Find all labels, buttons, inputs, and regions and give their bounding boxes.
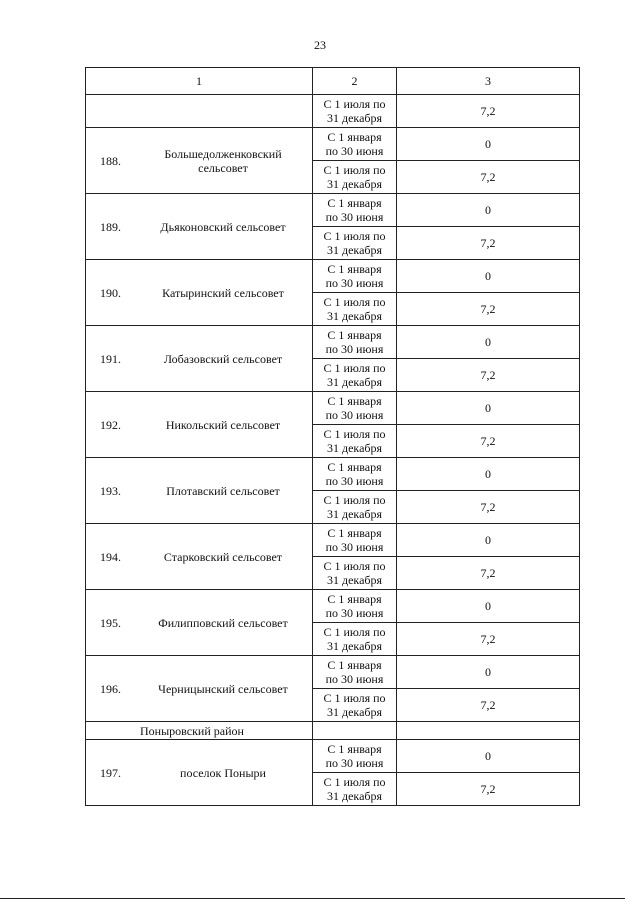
period-cell: С 1 июля по 31 декабря (313, 773, 397, 806)
header-row (86, 68, 580, 95)
entity-name: Дьяконовский сельсовет (160, 219, 286, 234)
period-cell: С 1 января по 30 июня (313, 260, 397, 293)
entity-name: Никольский сельсовет (165, 417, 281, 432)
entity-number: 191. (100, 351, 121, 366)
value-cell: 0 (397, 740, 580, 773)
bottom-rule (0, 898, 625, 899)
entity-name: Плотавский сельсовет (166, 483, 280, 498)
value-cell: 0 (397, 194, 580, 227)
value-cell: 7,2 (397, 491, 580, 524)
entity-cell (86, 260, 313, 326)
entity-cell (86, 458, 313, 524)
entity-name: Лобазовский сельсовет (163, 351, 283, 366)
entity-number: 190. (100, 285, 121, 300)
entity-name: поселок Поныри (180, 765, 266, 780)
value-cell: 0 (397, 392, 580, 425)
period-cell: С 1 июля по 31 декабря (313, 293, 397, 326)
table-row (86, 392, 580, 425)
table-row (86, 656, 580, 689)
entity-cell (86, 656, 313, 722)
period-cell: С 1 января по 30 июня (313, 326, 397, 359)
entity-number: 197. (100, 765, 121, 780)
header-col-2: 2 (313, 68, 397, 95)
entity-number: 193. (100, 483, 121, 498)
empty-cell (313, 722, 397, 740)
value-cell: 0 (397, 656, 580, 689)
period-cell: С 1 июля по 31 декабря (313, 95, 397, 128)
continuation-row (86, 95, 580, 128)
entity-name: Большедолженковский сельсовет (164, 146, 282, 175)
entity-cell (86, 128, 313, 194)
period-cell: С 1 января по 30 июня (313, 656, 397, 689)
period-cell: С 1 июля по 31 декабря (313, 359, 397, 392)
entity-cell (86, 524, 313, 590)
table-row (86, 740, 580, 773)
entity-cell (86, 740, 313, 806)
value-cell: 0 (397, 260, 580, 293)
value-cell: 0 (397, 326, 580, 359)
entity-number: 194. (100, 549, 121, 564)
entity-cell (86, 326, 313, 392)
entity-name: Черницынский сельсовет (158, 681, 288, 696)
value-cell: 0 (397, 458, 580, 491)
entity-number: 192. (100, 417, 121, 432)
period-cell: С 1 июля по 31 декабря (313, 227, 397, 260)
period-cell: С 1 января по 30 июня (313, 458, 397, 491)
value-cell: 7,2 (397, 359, 580, 392)
period-cell: С 1 июля по 31 декабря (313, 557, 397, 590)
table-row (86, 326, 580, 359)
value-cell: 7,2 (397, 293, 580, 326)
value-cell: 7,2 (397, 773, 580, 806)
value-cell: 7,2 (397, 161, 580, 194)
period-cell: С 1 июля по 31 декабря (313, 425, 397, 458)
value-cell: 0 (397, 590, 580, 623)
table-row (86, 458, 580, 491)
header-col-1: 1 (86, 68, 313, 95)
section-row (86, 722, 580, 740)
period-cell: С 1 января по 30 июня (313, 194, 397, 227)
period-cell: С 1 января по 30 июня (313, 392, 397, 425)
period-cell: С 1 июля по 31 декабря (313, 623, 397, 656)
entity-name: Катыринский сельсовет (162, 285, 284, 300)
table-row (86, 524, 580, 557)
header-col-3: 3 (397, 68, 580, 95)
empty-cell (86, 95, 313, 128)
period-cell: С 1 января по 30 июня (313, 524, 397, 557)
table-row (86, 260, 580, 293)
period-cell: С 1 июля по 31 декабря (313, 161, 397, 194)
entity-number: 188. (100, 153, 121, 168)
page-number: 23 (314, 38, 326, 52)
value-cell: 7,2 (397, 689, 580, 722)
period-cell: С 1 января по 30 июня (313, 128, 397, 161)
period-cell: С 1 января по 30 июня (313, 740, 397, 773)
section-title: Поныровский район (86, 722, 313, 740)
entity-number: 196. (100, 681, 121, 696)
entity-number: 189. (100, 219, 121, 234)
entity-cell (86, 392, 313, 458)
entity-name: Филипповский сельсовет (158, 615, 288, 630)
value-cell: 0 (397, 128, 580, 161)
table-row (86, 128, 580, 161)
entity-name: Старковский сельсовет (163, 549, 283, 564)
entity-number: 195. (100, 615, 121, 630)
period-cell: С 1 июля по 31 декабря (313, 491, 397, 524)
value-cell: 7,2 (397, 425, 580, 458)
value-cell: 0 (397, 524, 580, 557)
period-cell: С 1 января по 30 июня (313, 590, 397, 623)
tariff-table (85, 67, 580, 806)
value-cell: 7,2 (397, 623, 580, 656)
value-cell: 7,2 (397, 227, 580, 260)
entity-cell (86, 590, 313, 656)
value-cell: 7,2 (397, 557, 580, 590)
value-cell: 7,2 (397, 95, 580, 128)
table-row (86, 590, 580, 623)
table-row (86, 194, 580, 227)
entity-cell (86, 194, 313, 260)
period-cell: С 1 июля по 31 декабря (313, 689, 397, 722)
empty-cell (397, 722, 580, 740)
